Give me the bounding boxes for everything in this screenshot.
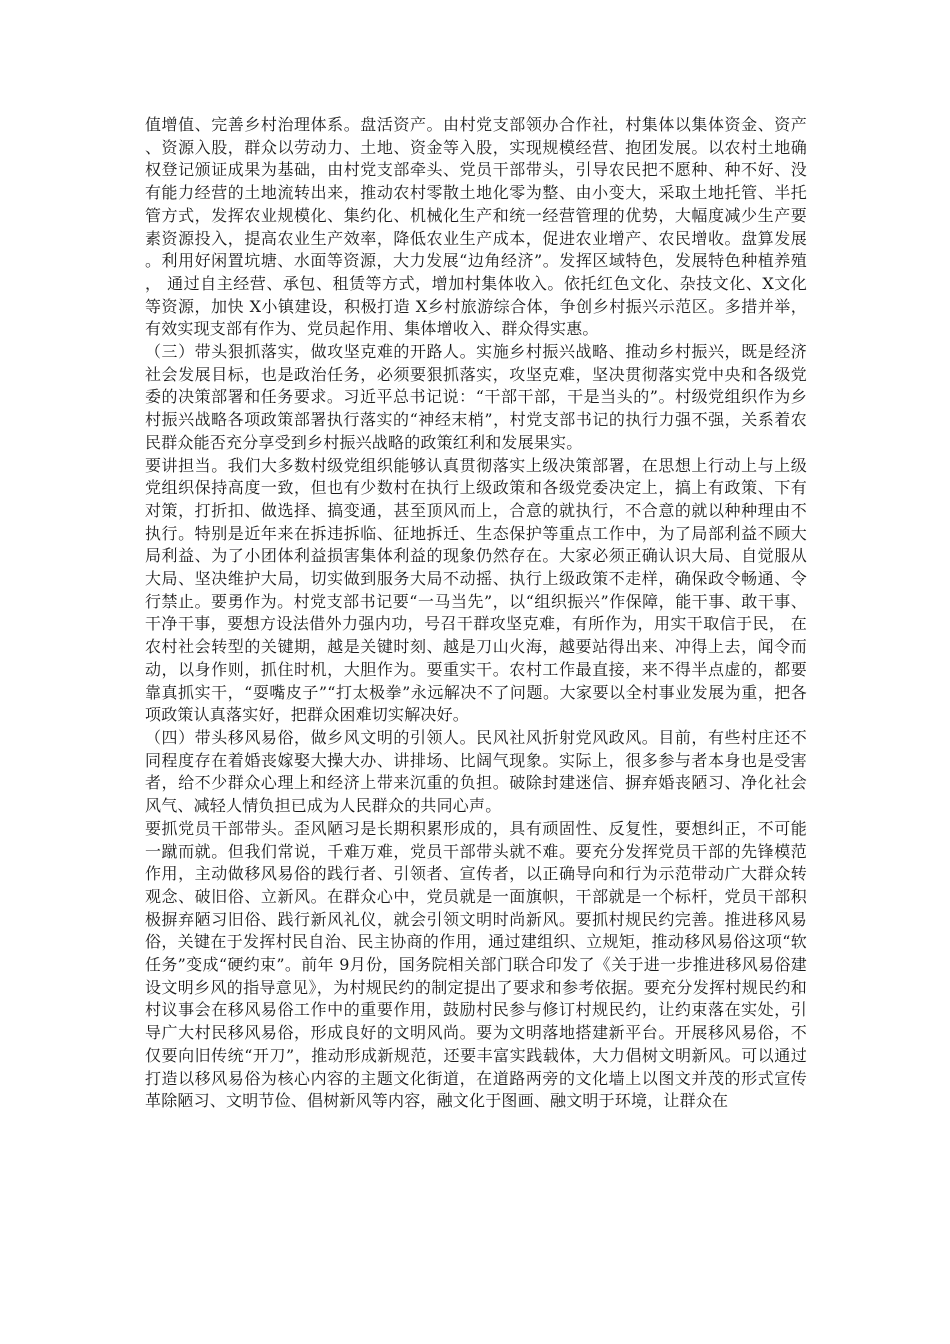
paragraph-section-three-heading: （三）带头狠抓落实，做攻坚克难的开路人。实施乡村振兴战略、推动乡村振兴，既是经济社会发展目标，也是政治任务，必须要狠抓落实，攻坚克难，坚决贯彻落实党中央和各级党委的决策部署和任务要求。习近平总书记说：“干部干部，干是当头的”。村级党组织作为乡村振兴战略各项政策部署执行落实的“神经末梢”，村党支部书记的执行力强不强，关系着农民群众能否充分享受到乡村振兴战略的政策红利和发展果实。 <box>145 342 807 452</box>
paragraph-responsibility: 要讲担当。我们大多数村级党组织能够认真贯彻落实上级决策部署，在思想上行动上与上级党组织保持高度一致，但也有少数村在执行上级政策和各级党委决定上，搞上有政策、下有对策，打折扣、做选择、搞变通，甚至顶风而上，合意的就执行，不合意的就以种种理由不执行。特别是近年来在拆违拆临、征地拆迁、生态保护等重点工作中，为了局部利益不顾大局利益、为了小团体利益损害集体利益的现象仍然存在。大家必须正确认识大局、自觉服从大局、坚决维护大局，切实做到服务大局不动摇、执行上级政策不走样，确保政令畅通、令行禁止。要勇作为。村党支部书记要“一马当先”，以“组织振兴”作保障，能干事、敢干事、干净干事，要想方设法借外力强内功，号召干群攻坚克难，有所作为，用实干取信于民， 在农村社会转型的关键期，越是关键时刻、越是刀山火海，越要站得出来、冲得上去，闻令而动，以身作则，抓住时机，大胆作为。要重实干。农村工作最直接，来不得半点虚的，都要靠真抓实干，“耍嘴皮子”“打太极拳”永远解决不了问题。大家要以全村事业发展为重，把各项政策认真落实好，把群众困难切实解决好。 <box>145 455 807 725</box>
document-body <box>145 114 807 1113</box>
paragraph-section-four-heading: （四）带头移风易俗，做乡风文明的引领人。民风社风折射党风政风。目前，有些村庄还不同程度存在着婚丧嫁娶大操大办、讲排场、比阔气现象。实际上，很多参与者本身也是受害者，给不少群众心理上和经济上带来沉重的负担。破除封建迷信、摒弃婚丧陋习、净化社会风气、减轻人情负担已成为人民群众的共同心声。 <box>145 727 807 816</box>
paragraph-rural-assets: 值增值、完善乡村治理体系。盘活资产。由村党支部领办合作社，村集体以集体资金、资产、资源入股，群众以劳动力、土地、资金等入股，实现规模经营、抱团发展。以农村土地确权登记颁证成果为基础，由村党支部牵头、党员干部带头，引导农民把不愿种、种不好、没有能力经营的土地流转出来，推动农村零散土地化零为整、由小变大，采取土地托管、半托管方式，发挥农业规模化、集约化、机械化生产和统一经营管理的优势，大幅度减少生产要素资源投入，提高农业生产效率，降低农业生产成本，促进农业增产、农民增收。盘算发展。利用好闲置坑塘、水面等资源，大力发展“边角经济”。发挥区域特色，发展特色种植养殖， 通过自主经营、承包、租赁等方式，增加村集体收入。依托红色文化、杂技文化、X文化等资源，加快 X小镇建设，积极打造 X乡村旅游综合体，争创乡村振兴示范区。多措并举，有效实现支部有作为、党员起作用、集体增收入、群众得实惠。 <box>145 115 807 339</box>
paragraph-customs-reform: 要抓党员干部带头。歪风陋习是长期积累形成的，具有顽固性、反复性，要想纠正，不可能一蹴而就。但我们常说，千难万难，党员干部带头就不难。要充分发挥党员干部的先锋模范作用，主动做移风易俗的践行者、引领者、宣传者，以正确导向和行为示范带动广大群众转观念、破旧俗、立新风。在群众心中，党员就是一面旗帜，干部就是一个标杆，党员干部积 极摒弃陋习旧俗、践行新风礼仪，就会引领文明时尚新风。要抓村规民约完善。推进移风易 俗，关键在于发挥村民自治、民主协商的作用，通过建组织、立规矩，推动移风易俗这项“软任务”变成“硬约束”。前年 9月份，国务院相关部门联合印发了《关于进一步推进移风易俗建设文明乡风的指导意见》，为村规民约的制定提出了要求和参考依据。要充分发挥村规民约和村议事会在移风易俗工作中的重要作用，鼓励村民参与修订村规民约，让约束落在实处，引导广大村民移风易俗，形成良好的文明风尚。要为文明落地搭建新平台。开展移风易俗，不仅要向旧传统“开刀”，推动形成新规范，还要丰富实践载体，大力倡树文明新风。可以通过打造以移风易俗为核心内容的主题文化街道，在道路两旁的文化墙上以图文并茂的形式宣传革除陋习、文明节俭、倡树新风等内容，融文化于图画、融文明于环境，让群众在 <box>145 818 807 1111</box>
